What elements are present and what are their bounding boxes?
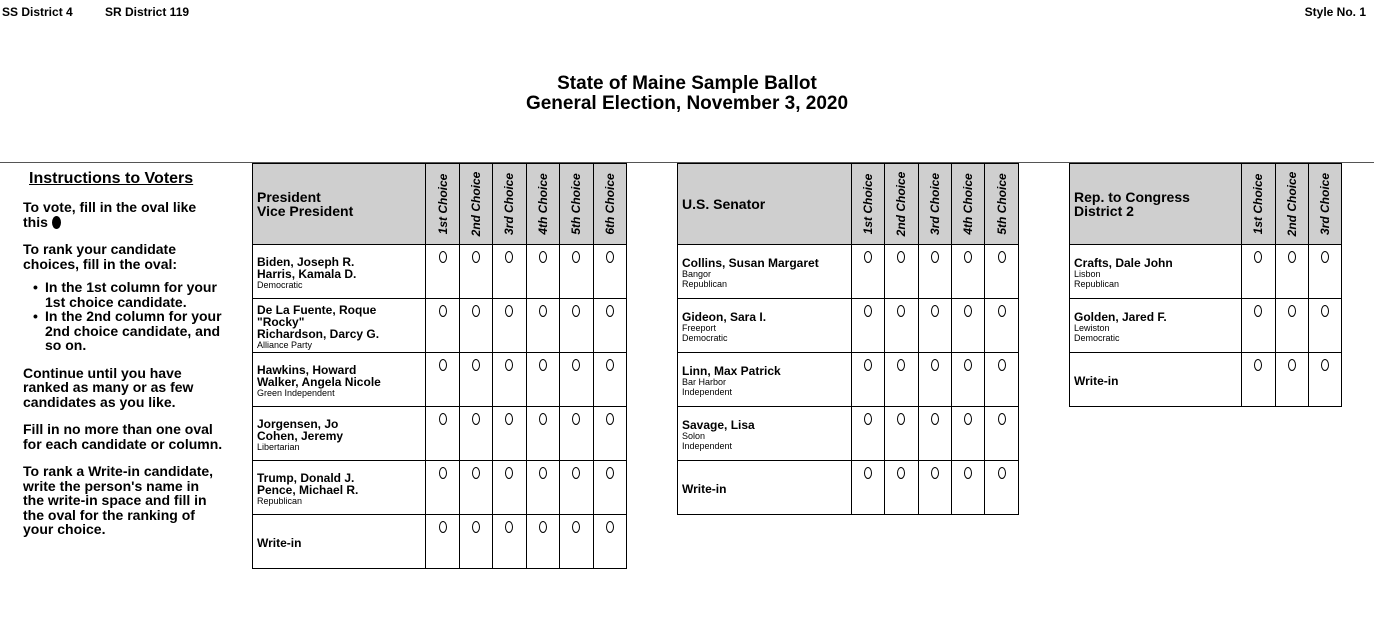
candidate-town: Bar Harbor — [682, 376, 727, 387]
rank-oval-cell[interactable] — [851, 461, 884, 515]
rank-oval[interactable] — [572, 467, 580, 479]
filled-oval-icon — [52, 216, 61, 229]
candidate-cell — [253, 407, 426, 461]
choice-header — [918, 164, 951, 245]
writein-row — [253, 515, 627, 569]
rank-oval[interactable] — [505, 413, 513, 425]
rank-oval-cell[interactable] — [885, 461, 918, 515]
rank-oval[interactable] — [472, 251, 480, 263]
writein-cell[interactable] — [678, 461, 852, 515]
rank-oval-cell[interactable] — [951, 461, 984, 515]
rank-oval[interactable] — [897, 251, 905, 263]
rank-oval-cell[interactable] — [985, 245, 1019, 299]
rank-oval-cell[interactable] — [426, 299, 459, 353]
instruction-bullet-2: • In the 2nd column for your 2nd choice candidate, and so on. — [33, 309, 223, 353]
rank-oval[interactable] — [1254, 359, 1262, 371]
rank-oval-cell[interactable] — [985, 407, 1019, 461]
rank-oval-cell[interactable] — [918, 407, 951, 461]
rank-oval[interactable] — [897, 413, 905, 425]
candidate-name: Crafts, Dale John — [1074, 255, 1173, 270]
office-title-2: District 2 — [1074, 203, 1134, 219]
candidate-party: Democratic — [1074, 332, 1120, 343]
rank-oval[interactable] — [439, 305, 447, 317]
instruction-bullet-1: • In the 1st column for your 1st choice candidate. — [33, 280, 223, 309]
writein-cell[interactable] — [253, 515, 426, 569]
choice-label: 1st Choice — [1251, 173, 1266, 235]
choice-label: 6th Choice — [602, 173, 617, 235]
candidate-cell — [253, 461, 426, 515]
rank-oval[interactable] — [998, 413, 1006, 425]
rank-oval-cell[interactable] — [459, 353, 492, 407]
contest-president — [252, 163, 627, 569]
instruction-rank: To rank your candidate choices, fill in the oval: — [23, 241, 178, 272]
rank-oval-cell[interactable] — [426, 461, 459, 515]
candidate-party: Libertarian — [257, 441, 300, 452]
choice-header — [526, 164, 559, 245]
rank-oval-cell[interactable] — [526, 353, 559, 407]
senator-header-row — [678, 164, 1019, 245]
choice-header — [1242, 164, 1275, 245]
rank-oval[interactable] — [472, 305, 480, 317]
rank-oval-cell[interactable] — [918, 353, 951, 407]
rank-oval[interactable] — [1288, 305, 1296, 317]
choice-label: 2nd Choice — [894, 171, 909, 237]
candidate-cell — [253, 245, 426, 299]
rank-oval[interactable] — [606, 305, 614, 317]
rank-oval-cell[interactable] — [426, 353, 459, 407]
office-title: Rep. to Congress — [1074, 189, 1190, 205]
ballot-title: State of Maine Sample Ballot — [557, 73, 817, 94]
candidate-row — [1070, 299, 1342, 353]
office-title: President — [257, 189, 321, 205]
rank-oval[interactable] — [505, 467, 513, 479]
rank-oval-cell[interactable] — [851, 245, 884, 299]
choice-header — [593, 164, 627, 245]
house-district-label: SR District 119 — [105, 5, 190, 19]
rank-oval-cell[interactable] — [426, 245, 459, 299]
choice-label: 3rd Choice — [502, 172, 517, 236]
rank-oval[interactable] — [439, 359, 447, 371]
choice-label: 3rd Choice — [1317, 172, 1332, 236]
candidate-name: Biden, Joseph R. — [257, 254, 355, 269]
choice-header — [560, 164, 593, 245]
candidate-cell — [678, 299, 852, 353]
rank-oval[interactable] — [439, 413, 447, 425]
rank-oval-cell[interactable] — [459, 461, 492, 515]
rank-oval-cell[interactable] — [493, 299, 526, 353]
running-mate-name: Walker, Angela Nicole — [257, 374, 381, 389]
candidate-name: Linn, Max Patrick — [682, 363, 781, 378]
candidate-name: Hawkins, Howard — [257, 362, 357, 377]
rank-oval[interactable] — [931, 251, 939, 263]
candidate-party: Republican — [1074, 278, 1120, 289]
candidate-row — [253, 461, 627, 515]
choice-header — [851, 164, 884, 245]
rank-oval-cell[interactable] — [851, 299, 884, 353]
rank-oval-cell[interactable] — [985, 353, 1019, 407]
rank-oval-cell[interactable] — [1308, 245, 1341, 299]
writein-label: Write-in — [1074, 373, 1119, 388]
choice-header — [459, 164, 492, 245]
rank-oval[interactable] — [998, 305, 1006, 317]
rank-oval-cell[interactable] — [951, 353, 984, 407]
rank-oval[interactable] — [897, 305, 905, 317]
rank-oval-cell[interactable] — [593, 407, 627, 461]
rank-oval[interactable] — [864, 467, 872, 479]
rank-oval[interactable] — [572, 413, 580, 425]
candidate-row — [678, 299, 1019, 353]
rank-oval-cell[interactable] — [493, 515, 526, 569]
choice-label: 5th Choice — [994, 173, 1009, 235]
rank-oval[interactable] — [606, 251, 614, 263]
rank-oval[interactable] — [572, 359, 580, 371]
rank-oval-cell[interactable] — [951, 407, 984, 461]
candidate-party: Republican — [257, 495, 303, 506]
rank-oval[interactable] — [472, 413, 480, 425]
congress-table — [1069, 163, 1342, 407]
rank-oval-cell[interactable] — [918, 245, 951, 299]
rank-oval[interactable] — [998, 467, 1006, 479]
candidate-town: Bangor — [682, 268, 712, 279]
rank-oval[interactable] — [606, 467, 614, 479]
choice-header — [951, 164, 984, 245]
rank-oval[interactable] — [472, 359, 480, 371]
rank-oval[interactable] — [964, 359, 972, 371]
rank-oval-cell[interactable] — [560, 515, 593, 569]
rank-oval[interactable] — [539, 251, 547, 263]
choice-label: 4th Choice — [535, 173, 550, 235]
candidate-party: Independent — [682, 440, 733, 451]
rank-oval-cell[interactable] — [951, 245, 984, 299]
office-title-2: Vice President — [257, 203, 354, 219]
running-mate-name: Cohen, Jeremy — [257, 428, 344, 443]
candidate-cell — [1070, 299, 1242, 353]
rank-oval-cell[interactable] — [1242, 245, 1275, 299]
candidate-cell — [678, 407, 852, 461]
candidate-party: Democratic — [682, 332, 728, 343]
instruction-limit: Fill in no more than one oval for each candidate or column. — [23, 421, 223, 452]
rank-oval-cell[interactable] — [593, 299, 627, 353]
choice-header — [1275, 164, 1308, 245]
instruction-fill-oval — [23, 200, 223, 229]
candidate-name: De La Fuente, Roque "Rocky" — [257, 302, 377, 329]
candidate-town: Solon — [682, 430, 706, 441]
writein-row — [1070, 353, 1342, 407]
rank-oval-cell[interactable] — [951, 299, 984, 353]
rank-oval[interactable] — [964, 467, 972, 479]
instructions-panel — [23, 170, 223, 550]
candidate-party: Green Independent — [257, 387, 335, 398]
rank-oval-cell[interactable] — [1308, 353, 1341, 407]
rank-oval-cell[interactable] — [593, 461, 627, 515]
rank-oval[interactable] — [1254, 251, 1262, 263]
choice-header — [426, 164, 459, 245]
candidate-name: Jorgensen, Jo — [257, 416, 339, 431]
candidate-row — [253, 353, 627, 407]
rank-oval[interactable] — [1254, 305, 1262, 317]
senator-office-header — [678, 164, 852, 245]
rank-oval-cell[interactable] — [560, 407, 593, 461]
rank-oval[interactable] — [931, 359, 939, 371]
rank-oval-cell[interactable] — [1275, 353, 1308, 407]
rank-oval-cell[interactable] — [526, 299, 559, 353]
candidate-party: Alliance Party — [257, 339, 313, 350]
rank-oval-cell[interactable] — [851, 353, 884, 407]
rank-oval[interactable] — [964, 251, 972, 263]
rank-oval-cell[interactable] — [459, 407, 492, 461]
candidate-row — [253, 407, 627, 461]
rank-oval-cell[interactable] — [593, 515, 627, 569]
running-mate-name: Pence, Michael R. — [257, 482, 359, 497]
writein-row — [678, 461, 1019, 515]
candidate-row — [678, 245, 1019, 299]
candidate-town: Lisbon — [1074, 268, 1101, 279]
rank-oval[interactable] — [472, 467, 480, 479]
candidate-party: Independent — [682, 386, 733, 397]
congress-header-row — [1070, 164, 1342, 245]
rank-oval-cell[interactable] — [459, 515, 492, 569]
rank-oval[interactable] — [931, 467, 939, 479]
candidate-name: Trump, Donald J. — [257, 470, 355, 485]
candidate-cell — [678, 353, 852, 407]
rank-oval[interactable] — [864, 359, 872, 371]
rank-oval-cell[interactable] — [526, 407, 559, 461]
rank-oval[interactable] — [439, 467, 447, 479]
choice-label: 1st Choice — [860, 173, 875, 235]
rank-oval[interactable] — [864, 305, 872, 317]
rank-oval[interactable] — [964, 305, 972, 317]
instructions-heading: Instructions to Voters — [29, 170, 194, 187]
rank-oval[interactable] — [539, 413, 547, 425]
rank-oval[interactable] — [572, 251, 580, 263]
candidate-name: Golden, Jared F. — [1074, 309, 1167, 324]
rank-oval-cell[interactable] — [1275, 245, 1308, 299]
choice-header — [885, 164, 918, 245]
instruction-fill-oval-text: To vote, fill in the oval like this — [23, 199, 197, 230]
candidate-party: Democratic — [257, 279, 303, 290]
rank-oval-cell[interactable] — [593, 353, 627, 407]
rank-oval[interactable] — [1321, 359, 1329, 371]
rank-oval-cell[interactable] — [918, 461, 951, 515]
instruction-bullets — [33, 280, 223, 353]
candidate-cell — [253, 353, 426, 407]
rank-oval[interactable] — [864, 413, 872, 425]
rank-oval-cell[interactable] — [985, 299, 1019, 353]
senator-table — [677, 163, 1019, 515]
rank-oval-cell[interactable] — [885, 353, 918, 407]
style-number-label: Style No. 1 — [1304, 5, 1366, 19]
rank-oval-cell[interactable] — [459, 245, 492, 299]
rank-oval[interactable] — [539, 305, 547, 317]
rank-oval[interactable] — [606, 359, 614, 371]
rank-oval[interactable] — [606, 413, 614, 425]
rank-oval[interactable] — [505, 521, 513, 533]
rank-oval[interactable] — [539, 359, 547, 371]
rank-oval-cell[interactable] — [526, 515, 559, 569]
rank-oval-cell[interactable] — [885, 407, 918, 461]
choice-label: 5th Choice — [569, 173, 584, 235]
candidate-town: Freeport — [682, 322, 717, 333]
candidate-name: Savage, Lisa — [682, 417, 755, 432]
candidate-party: Republican — [682, 278, 728, 289]
candidate-row — [678, 407, 1019, 461]
choice-header — [493, 164, 526, 245]
choice-label: 4th Choice — [961, 173, 976, 235]
candidate-row — [678, 353, 1019, 407]
choice-label: 1st Choice — [435, 173, 450, 235]
rank-oval-cell[interactable] — [885, 299, 918, 353]
rank-oval-cell[interactable] — [560, 245, 593, 299]
choice-label: 3rd Choice — [927, 172, 942, 236]
contest-congress — [1069, 163, 1342, 407]
ballot-subtitle: General Election, November 3, 2020 — [525, 93, 849, 114]
instruction-writein: To rank a Write-in candidate, write the person's name in the write-in space and fill in the oval for the ranking of your choice. — [23, 463, 214, 537]
rank-oval-cell[interactable] — [426, 515, 459, 569]
rank-oval-cell[interactable] — [985, 461, 1019, 515]
rank-oval-cell[interactable] — [459, 299, 492, 353]
rank-oval-cell[interactable] — [1308, 299, 1341, 353]
senate-district-label: SS District 4 — [2, 5, 73, 19]
president-table — [252, 163, 627, 569]
rank-oval[interactable] — [1321, 251, 1329, 263]
rank-oval[interactable] — [998, 251, 1006, 263]
candidate-name: Gideon, Sara I. — [682, 309, 767, 324]
president-office-header — [253, 164, 426, 245]
rank-oval-cell[interactable] — [1275, 299, 1308, 353]
rank-oval-cell[interactable] — [1242, 353, 1275, 407]
rank-oval-cell[interactable] — [1242, 299, 1275, 353]
choice-header — [985, 164, 1019, 245]
rank-oval-cell[interactable] — [493, 461, 526, 515]
writein-label: Write-in — [682, 481, 727, 496]
rank-oval[interactable] — [505, 251, 513, 263]
choice-header — [1308, 164, 1341, 245]
rank-oval-cell[interactable] — [851, 407, 884, 461]
candidate-row — [253, 245, 627, 299]
rank-oval-cell[interactable] — [493, 353, 526, 407]
rank-oval[interactable] — [572, 305, 580, 317]
candidate-row — [253, 299, 627, 353]
rank-oval-cell[interactable] — [526, 461, 559, 515]
rank-oval-cell[interactable] — [918, 299, 951, 353]
candidate-cell — [678, 245, 852, 299]
rank-oval[interactable] — [572, 521, 580, 533]
rank-oval-cell[interactable] — [526, 245, 559, 299]
rank-oval-cell[interactable] — [560, 461, 593, 515]
candidate-town: Lewiston — [1074, 322, 1110, 333]
writein-cell[interactable] — [1070, 353, 1242, 407]
rank-oval[interactable] — [964, 413, 972, 425]
instruction-continue: Continue until you have ranked as many or as few candidates as you like. — [23, 364, 194, 410]
writein-label: Write-in — [257, 535, 302, 550]
rank-oval[interactable] — [998, 359, 1006, 371]
rank-oval-cell[interactable] — [493, 407, 526, 461]
rank-oval[interactable] — [931, 305, 939, 317]
rank-oval-cell[interactable] — [593, 245, 627, 299]
rank-oval[interactable] — [897, 359, 905, 371]
rank-oval-cell[interactable] — [560, 299, 593, 353]
rank-oval[interactable] — [606, 521, 614, 533]
contest-senator — [677, 163, 1019, 515]
rank-oval[interactable] — [1288, 359, 1296, 371]
rank-oval-cell[interactable] — [493, 245, 526, 299]
rank-oval[interactable] — [897, 467, 905, 479]
rank-oval[interactable] — [539, 521, 547, 533]
running-mate-name: Harris, Kamala D. — [257, 266, 357, 281]
running-mate-name: Richardson, Darcy G. — [257, 326, 380, 341]
rank-oval[interactable] — [864, 251, 872, 263]
rank-oval[interactable] — [1321, 305, 1329, 317]
rank-oval[interactable] — [505, 359, 513, 371]
rank-oval-cell[interactable] — [426, 407, 459, 461]
candidate-row — [1070, 245, 1342, 299]
rank-oval[interactable] — [931, 413, 939, 425]
candidate-cell — [253, 299, 426, 353]
rank-oval-cell[interactable] — [885, 245, 918, 299]
rank-oval[interactable] — [472, 521, 480, 533]
rank-oval[interactable] — [1288, 251, 1296, 263]
rank-oval[interactable] — [539, 467, 547, 479]
choice-label: 2nd Choice — [1284, 171, 1299, 237]
rank-oval[interactable] — [439, 251, 447, 263]
candidate-cell — [1070, 245, 1242, 299]
congress-office-header — [1070, 164, 1242, 245]
rank-oval[interactable] — [439, 521, 447, 533]
office-title: U.S. Senator — [682, 196, 766, 212]
president-header-row — [253, 164, 627, 245]
rank-oval[interactable] — [505, 305, 513, 317]
candidate-name: Collins, Susan Margaret — [682, 255, 819, 270]
choice-label: 2nd Choice — [468, 171, 483, 237]
rank-oval-cell[interactable] — [560, 353, 593, 407]
